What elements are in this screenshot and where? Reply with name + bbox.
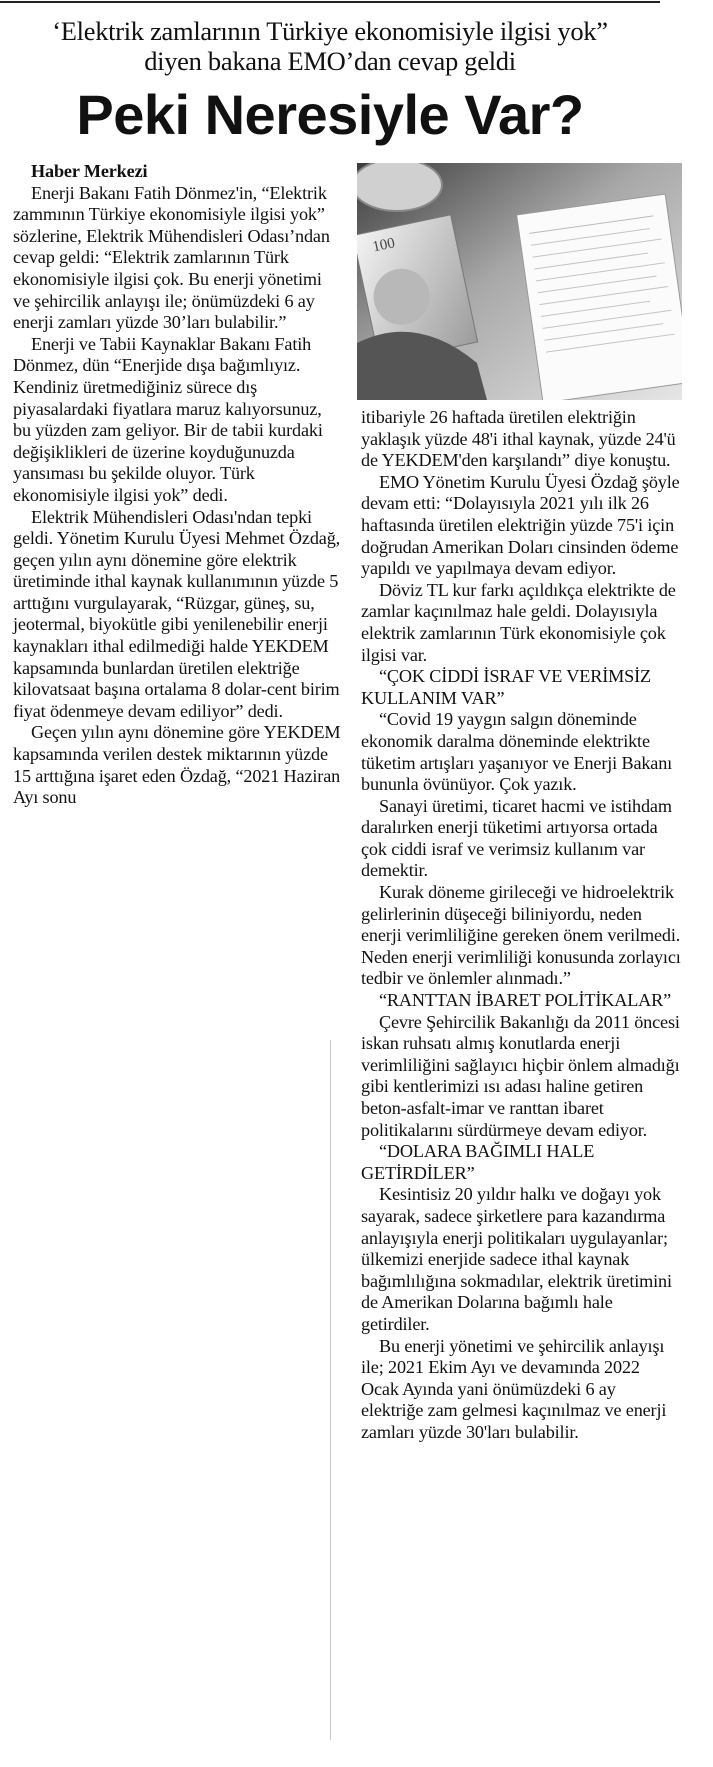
paragraph: Elektrik Mühendisleri Odası'ndan tepki geldi. Yönetim Kurulu Üyesi Mehmet Özdağ, geçen yılın aynı dönemine göre elektrik üretiminde ithal kaynak kullanımının yüzde 5 arttığını vurgulayarak, “Rüzgar, güneş, su, jeotermal, biyokütle gibi yenilenebilir enerji kaynakları ithal edilmediği halde YEKDEM kapsamında bunlardan üretilen elektriğe kilovatsaat başına ortalama 8 dolar-cent birim fiyat ödenmeye devam ediliyor” dedi. [13, 506, 341, 721]
paragraph: Enerji Bakanı Fatih Dönmez'in, “Elektrik zammının Türkiye ekonomisiyle ilgisi yok” sözlerine, Elektrik Mühendisleri Odası’ndan cevap geldi: “Elektrik zamlarının Türk ekonomisiyle ilgisi çok. Bu enerji yönetimi ve şehircilik anlayışı ile; önümüzdeki 6 ay enerji zamları yüzde 30’ları bulabilir.” [13, 182, 330, 333]
article-photo [357, 163, 682, 400]
kicker-line-1: ‘Elektrik zamlarının Türkiye ekonomisiyle ilgisi yok” [52, 16, 608, 46]
top-rule [0, 1, 660, 3]
paragraph: Sanayi üretimi, ticaret hacmi ve istihdam daralırken enerji tüketimi artıyorsa ortada çok ciddi israf ve verimsiz kullanım var demektir. [361, 795, 672, 881]
subheading: “RANTTAN İBARET POLİTİKALAR” [379, 990, 672, 1011]
paragraph: Döviz TL kur farkı açıldıkça elektrikte de zamlar kaçınılmaz hale geldi. Dolayısıyla elektrik zamlarının Türk ekonomisiyle çok ilgisi var. [361, 579, 676, 665]
paragraph: EMO Yönetim Kurulu Üyesi Özdağ şöyle devam etti: “Dolayısıyla 2021 yılı ilk 26 haftasında üretilen elektriğin yüzde 75'i için doğrudan Amerikan Doları cinsinden ödeme yapıldı ve yapılmaya devam ediyor. [361, 471, 680, 579]
banknote-number: 100 [371, 235, 397, 256]
paragraph: Kurak döneme girileceği ve hidroelektrik gelirlerinin düşeceği biliniyordu, neden enerji verimliliğine gereken önem verilmedi. Neden enerji verimliliği konusunda zorlayıcı tedbir ve önlemler alınmadı.” [361, 882, 681, 989]
paragraph: Çevre Şehircilik Bakanlığı da 2011 öncesi iskan ruhsatı almış konutlarda enerji verimliliğini sağlayıcı hiçbir önlem almadığı gibi kentlerimizi ısı adası haline getiren beton-asfalt-imar ve ranttan ibaret politikalarını sürdürmeye devam ediyor. [361, 1011, 680, 1140]
paragraph: Bu enerji yönetimi ve şehircilik anlayışı ile; 2021 Ekim Ayı ve devamında 2022 Ocak Ayında yani önümüzdeki 6 ay elektriğe zam gelmesi kaçınılmaz ve enerji zamları yüzde 30'ları bulabilir. [361, 1335, 667, 1442]
column-divider [330, 1040, 331, 1740]
right-column [361, 407, 681, 1444]
headline: Peki Neresiyle Var? [76, 83, 584, 146]
subheading: “ÇOK CİDDİ İSRAF VE VERİMSİZ KULLANIM VAR” [361, 666, 651, 708]
photo-illustration [357, 163, 682, 400]
subheading: “DOLARA BAĞIMLI HALE GETİRDİLER” [361, 1141, 595, 1183]
paragraph: Enerji ve Tabii Kaynaklar Bakanı Fatih Dönmez, dün “Enerjide dışa bağımlıyız. Kendiniz üretmediğiniz sürece dış piyasalardaki fiyatlara maruz kalıyorsunuz, bu yüzden zam geliyor. Bir de tabii kurdaki değişiklikleri de üzerine koyduğunuzda yansıması bu şekilde oluyor. Türk ekonomisiyle ilgisi yok” dedi. [13, 333, 323, 505]
kicker-line-2: diyen bakana EMO’dan cevap geldi [144, 46, 516, 76]
paragraph: Geçen yılın aynı dönemine göre YEKDEM kapsamında verilen destek miktarının yüzde 15 arttığına işaret eden Özdağ, “2021 Haziran Ayı sonu [13, 722, 341, 808]
byline: Haber Merkezi [31, 161, 148, 181]
kicker [0, 16, 660, 76]
paragraph: Kesintisiz 20 yıldır halkı ve doğayı yok sayarak, sadece şirketlere para kazandırma anlayışıyla enerji politikaları uygulayanlar; ülkemizi enerjide sadece ithal kaynak bağımlılığına sokmadılar, elektrik üretimini de Amerikan Dolarına bağımlı hale getirdiler. [361, 1184, 672, 1334]
paragraph: itibariyle 26 haftada üretilen elektriğin yaklaşık yüzde 48'i ithal kaynak, yüzde 24'ü de YEKDEM'den karşılandı” diye konuştu. [361, 407, 676, 471]
left-column [13, 161, 343, 809]
paragraph: “Covid 19 yaygın salgın döneminde ekonomik daralma döneminde elektrikte tüketim artışları yaşanıyor ve Enerji Bakanı bununla övünüyor. Çok yazık. [361, 709, 673, 795]
